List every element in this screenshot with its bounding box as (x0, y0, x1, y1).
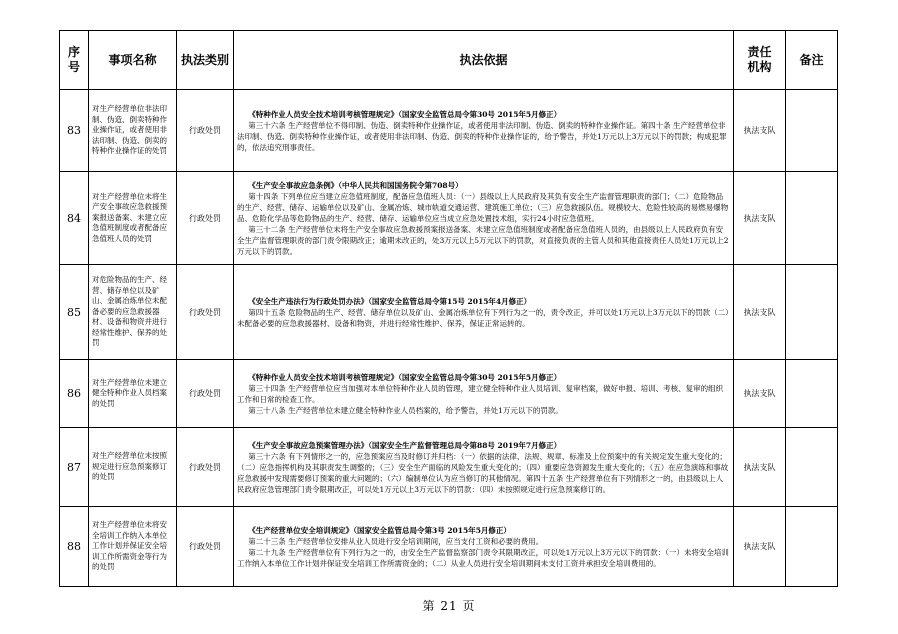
table-row (60, 265, 838, 360)
article-text: 第三十二条 生产经营单位未将生产安全事故应急救援预案报送备案、未建立应急值班制度或者配备应急值班人员的，由县级以上人民政府负有安全生产监督管理职责的部门责令限期改正；逾期未改正的，处3万元以上5万元以下的罚款，对直接负责的主管人员和其他直接责任人员处1万元以上2万元以下的罚款。 (237, 224, 729, 256)
table-row (60, 172, 838, 265)
row-number: 87 (60, 428, 89, 507)
table-row (60, 428, 838, 507)
responsible-org: 执法支队 (734, 172, 786, 265)
remarks (786, 507, 838, 587)
article-text: 第三十八条 生产经营单位未建立健全特种作业人员档案的，给予警告，并处1万元以下的罚款。 (248, 405, 563, 415)
article-text: 第三十四条 生产经营单位应当加强对本单位特种作业人员的管理，建立健全特种作业人员培训、复审档案，做好申报、培训、考核、复审的组织工作和日常的检查工作。 (237, 383, 724, 404)
article-text: 第二十九条 生产经营单位有下列行为之一的，由安全生产监督监察部门责令其限期改正，可以处1万元以上3万元以下的罚款：（一）未将安全培训工作纳入本单位工作计划并保证安全培训工作所需资金的；（二）从业人员进行安全培训期间未支付工资并承担安全培训费用的。 (237, 547, 729, 568)
legal-basis (234, 360, 734, 428)
legal-basis (234, 265, 734, 360)
table-row (60, 360, 838, 428)
article-text: 第四十五条 危险物品的生产、经营、储存单位以及矿山、金属冶炼单位有下列行为之一的，责令改正，并可以处1万元以上3万元以下的罚款（二）未配备必要的应急救援器材、设备和物资，并进行经常性维护、保养，保证正常运转的。 (237, 307, 729, 328)
enforcement-table (59, 30, 838, 587)
item-name: 对生产经营单位非法印制、伪造、倒卖特种作业操作证，或者使用非法印制、伪造、倒卖的特种作业操作证的处罚 (89, 90, 177, 172)
remarks (786, 360, 838, 428)
responsible-org: 执法支队 (734, 265, 786, 360)
remarks (786, 172, 838, 265)
responsible-org: 执法支队 (734, 507, 786, 587)
regulation-title: 《生产安全事故应急预案管理办法》（国家安全生产监督管理总局令第88号 2019年7月修正） (248, 440, 562, 450)
enforcement-type: 行政处罚 (177, 172, 234, 265)
row-number: 83 (60, 90, 89, 172)
item-name: 对生产经营单位未按照规定进行应急预案修订的处罚 (89, 428, 177, 507)
header-row (60, 31, 838, 90)
responsible-org: 执法支队 (734, 428, 786, 507)
item-name: 对生产经营单位未将安全培训工作纳入本单位工作计划并保证安全培训工作所需资金等行为的处罚 (89, 507, 177, 587)
row-number: 84 (60, 172, 89, 265)
header-note: 备注 (786, 31, 838, 90)
table-row (60, 90, 838, 172)
regulation-title: 《安全生产违法行为行政处罚办法》（国家安全监管总局令第15号 2015年4月修正） (248, 296, 532, 306)
regulation-title: 《生产安全事故应急条例》（中华人民共和国国务院令第708号） (248, 180, 463, 190)
row-number: 85 (60, 265, 89, 360)
article-text: 第三十六条 有下列情形之一的，应急预案应当及时修订并归档：（一）依据的法律、法规、规章、标准及上位预案中的有关规定发生重大变化的；（二）应急指挥机构及其职责发生调整的；（三）安全生产面临的风险发生重大变化的；（四）重要应急资源发生重大变化的；（五）在应急演练和事故应急救援中发现需要修订预案的重大问题的；（六）编制单位认为应当修订的其他情况。第四十五条 生产经营单位有下列情形之一的，由县级以上人民政府应急管理部门责令限期改正，可以处1万元以上3万元以下的罚款：（四）未按照规定进行应急预案修订的。 (237, 451, 729, 494)
legal-basis (234, 428, 734, 507)
remarks (786, 428, 838, 507)
remarks (786, 265, 838, 360)
legal-basis (234, 507, 734, 587)
regulation-title: 《特种作业人员安全技术培训考核管理规定》（国家安全监管总局令第30号 2015年5月修正） (248, 109, 562, 119)
row-number: 86 (60, 360, 89, 428)
row-number: 88 (60, 507, 89, 587)
page-number: 第 21 页 (422, 599, 476, 613)
responsible-org: 执法支队 (734, 90, 786, 172)
item-name: 对危险物品的生产、经营、储存单位以及矿山、金属冶炼单位未配备必要的应急救援器材、设备和物资并进行经常性维护、保养的处罚 (89, 265, 177, 360)
enforcement-type: 行政处罚 (177, 428, 234, 507)
header-name: 事项名称 (89, 31, 177, 90)
article-text: 第二十三条 生产经营单位安排从业人员进行安全培训期间，应当支付工资和必要的费用。 (248, 536, 544, 546)
article-text: 第十四条 下列单位应当建立应急值班制度，配备应急值班人员：（一）县级以上人民政府及其负有安全生产监督管理职责的部门；（二）危险物品的生产、经营、储存、运输单位以及矿山、金属冶炼、城市轨道交通运营、建筑施工单位；（三）应急救援队伍。规模较大、危险性较高的易燃易爆物品、危险化学品等危险物品的生产、经营、储存、运输单位应当成立应急处置技术组，实行24小时应急值班。 (237, 191, 729, 223)
header-type: 执法类别 (177, 31, 234, 90)
article-text: 第三十六条 生产经营单位不得印制、伪造、倒卖特种作业操作证，或者使用非法印制、伪造、倒卖的特种作业操作证。第四十条 生产经营单位非法印制、伪造、倒卖特种作业操作证，或者使用非法印制、伪造、倒卖的特种作业操作证的，给予警告，并处1万元以上3万元以下的罚款；构成犯罪的，依法追究刑事责任。 (237, 120, 727, 152)
enforcement-type: 行政处罚 (177, 360, 234, 428)
regulation-title: 《特种作业人员安全技术培训考核管理规定》（国家安全监管总局令第30号 2015年5月修正） (248, 372, 562, 382)
item-name: 对生产经营单位未将生产安全事故应急救援预案报送备案、未建立应急值班制度或者配备应急值班人员的处罚 (89, 172, 177, 265)
table-row (60, 507, 838, 587)
regulation-title: 《生产经营单位安全培训规定》（国家安全监管总局令第3号 2015年5月修正） (248, 525, 511, 535)
header-no: 序号 (60, 31, 89, 90)
responsible-org: 执法支队 (734, 360, 786, 428)
enforcement-type: 行政处罚 (177, 90, 234, 172)
header-org: 责任 机构 (734, 31, 786, 90)
remarks (786, 90, 838, 172)
legal-basis (234, 172, 734, 265)
enforcement-type: 行政处罚 (177, 265, 234, 360)
item-name: 对生产经营单位未建立健全特种作业人员档案的处罚 (89, 360, 177, 428)
legal-basis (234, 90, 734, 172)
header-basis: 执法依据 (234, 31, 734, 90)
enforcement-type: 行政处罚 (177, 507, 234, 587)
